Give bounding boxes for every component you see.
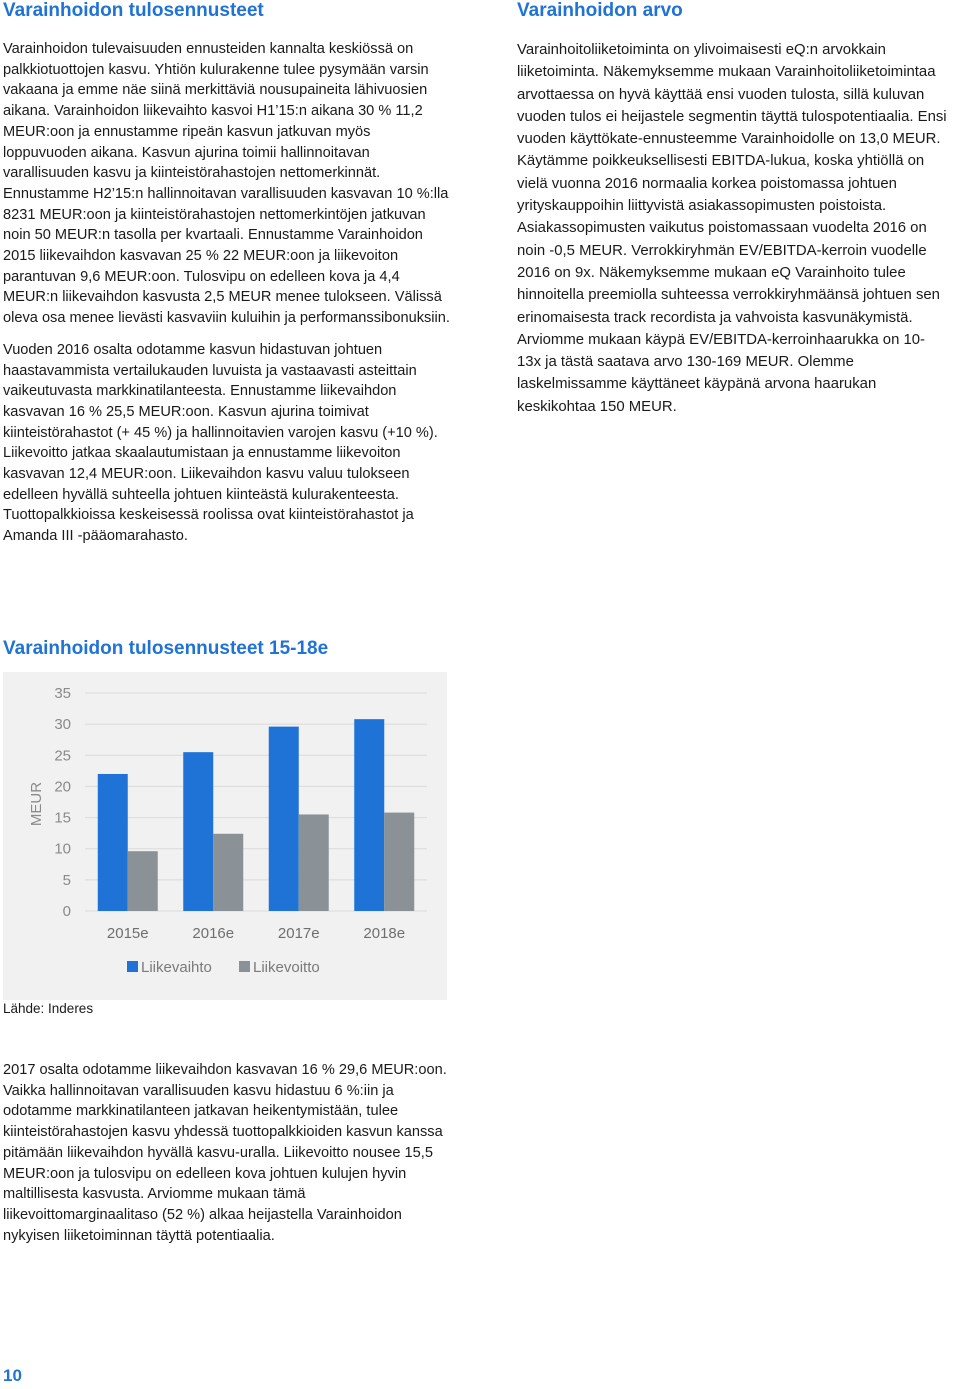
bar-liikevaihto-2016e	[183, 752, 213, 911]
bar-liikevoitto-2016e	[213, 834, 243, 911]
page-number: 10	[3, 1366, 22, 1385]
y-tick-label: 20	[54, 778, 71, 796]
right-section-title: Varainhoidon arvo	[517, 0, 683, 21]
chart-section	[3, 638, 328, 660]
y-tick-label: 35	[54, 685, 71, 702]
bar-liikevaihto-2018e	[354, 719, 384, 911]
right-column	[517, 0, 947, 418]
y-tick-label: 5	[62, 871, 71, 889]
bar-chart	[3, 672, 447, 1000]
x-tick-label: 2018e	[363, 925, 406, 942]
left-paragraph-2: Vuoden 2016 osalta odotamme kasvun hidastuvan johtuen haastavammista vertailukauden luvuista ja vastaavasti asteittain vaikeutuvasta markkinatilanteesta. Ennustamme liikevaihdon kasvavan 16 % 25,5 MEUR:oon. Kasvun ajurina toimivat kiinteistörahastot (+ 45 %) ja hallinnoitavien varojen kasvu (+10 %). Liikevoitto jatkaa skaalautumistaan ja ennustamme liikevoiton kasvavan 12,4 MEUR:oon. Liikevaihdon kasvu valuu tulokseen edelleen hyvällä suhteella johtuen kiinteästä kulurakenteesta. Tuottopalkkioissa keskeisessä roolissa ovat kiinteistörahastot ja Amanda III -pääomarahasto.	[3, 341, 438, 545]
y-tick-label: 15	[54, 809, 71, 827]
bar-liikevaihto-2015e	[98, 774, 128, 911]
right-paragraph-1: Varainhoitoliiketoiminta on ylivoimaisesti eQ:n arvokkain liiketoiminta. Näkemyksemme mukaan Varainhoitoliiketoimintaa arvottaessa on hyvä käyttää ensi vuoden tulosta, sillä kuluvan vuoden tulos ei heijastele segmentin täyttä tulospotentiaalia. Ensi vuoden käyttökate-ennusteemme Varainhoidolle on 13,0 MEUR. Käytämme poikkeuksellisesti EBITDA-lukua, koska yhtiöllä on vielä vuonna 2016 normaalia korkea poistomassa johtuen yrityskauppoihin liittyvistä asiakassopimusten poistoista. Asiakassopimusten vaikutus poistomassaan vuodelta 2016 on noin -0,5 MEUR. Verrokkiryhmän EV/EBITDA-kerroin vuodelle 2016 on 9x. Näkemyksemme mukaan eQ Varainhoito tulee hinnoitella preemiolla suhteessa verrokkiryhmäänsä johtuen sen erinomaisesta track recordista ja vahvoista kasvunäkymistä. Arviomme mukaan käypä EV/EBITDA-kerroinhaarukka on 10-13x ja tästä saatava arvo 130-169 MEUR. Olemme laskelmissamme käyttäneet käypänä arvona haarukan keskikohtaa 150 MEUR.	[517, 42, 947, 415]
lower-text-block	[3, 1060, 451, 1246]
legend-swatch-liikevaihto	[127, 961, 138, 972]
x-tick-label: 2016e	[192, 925, 235, 942]
y-tick-label: 0	[62, 903, 71, 920]
legend-label-liikevaihto: Liikevaihto	[141, 959, 212, 976]
chart-source-note: Lähde: Inderes	[3, 1001, 94, 1016]
bar-liikevoitto-2018e	[384, 813, 414, 911]
left-paragraph-1: Varainhoidon tulevaisuuden ennusteiden kannalta keskiössä on palkkiotuottojen kasvu. Yhtiön kulurakenne tulee pysymään varsin vakaana ja emme näe siinä merkittäviä nousupaineita lähivuosien aikana. Varainhoidon liikevaihto kasvoi H1’15:n aikana 30 % 11,2 MEUR:oon ja ennustamme ripeän kasvun jatkuvan myös loppuvuoden aikana. Kasvun ajurina toimii hallinnoitavan varallisuuden kasvu ja kiinteistörahastojen nettomerkinnät. Ennustamme H2’15:n hallinnoitavan varallisuuden kasvavan 10 %:lla 8231 MEUR:oon ja kiinteistörahastojen nettomerkintöjen jatkuvan noin 50 MEUR:n tasolla per kvartaali. Ennustamme Varainhoidon 2015 liikevaihdon kasvavan 25 % 22 MEUR:oon ja liikevoiton parantuvan 9,6 MEUR:oon. Tulosvipu on edelleen kova ja 4,4 MEUR:n liikevaihdon kasvusta 2,5 MEUR menee tulokseen. Välissä oleva osa menee lievästi kasvaviin kuluihin ja performanssibonuksiin.	[3, 41, 450, 327]
y-axis-label: MEUR	[28, 781, 45, 827]
bar-liikevaihto-2017e	[269, 727, 299, 911]
lower-paragraph: 2017 osalta odotamme liikevaihdon kasvavan 16 % 29,6 MEUR:oon. Vaikka hallinnoitavan varallisuuden kasvu hidastuu 6 %:iin ja odotamme markkinatilanteen jatkavan heikentymistään, tulee kiinteistörahastojen kasvu yhdessä tuottopalkkioiden kasvun kanssa pitämään liikevaihdon hyvällä kasvu-uralla. Liikevoitto nousee 15,5 MEUR:oon ja tulosvipu on edelleen kova johtuen kulujen hyvin maltillisesta kasvusta. Arviomme mukaan tämä liikevoittomarginaalitaso (52 %) alkaa heijastella Varainhoidon nykyisen liiketoiminnan täyttä potentiaalia.	[3, 1062, 447, 1244]
bar-chart-svg	[3, 672, 447, 1000]
y-tick-label: 30	[54, 716, 71, 734]
x-tick-label: 2015e	[106, 925, 149, 942]
y-tick-label: 25	[54, 747, 71, 765]
left-column	[3, 0, 451, 547]
y-tick-label: 10	[54, 840, 71, 858]
legend-swatch-liikevoitto	[239, 961, 250, 972]
bar-liikevoitto-2017e	[299, 814, 329, 911]
legend-label-liikevoitto: Liikevoitto	[253, 959, 320, 976]
x-tick-label: 2017e	[277, 925, 320, 942]
left-section-title: Varainhoidon tulosennusteet	[3, 0, 264, 21]
chart-title: Varainhoidon tulosennusteet 15-18e	[3, 638, 329, 659]
bar-liikevoitto-2015e	[128, 851, 158, 911]
